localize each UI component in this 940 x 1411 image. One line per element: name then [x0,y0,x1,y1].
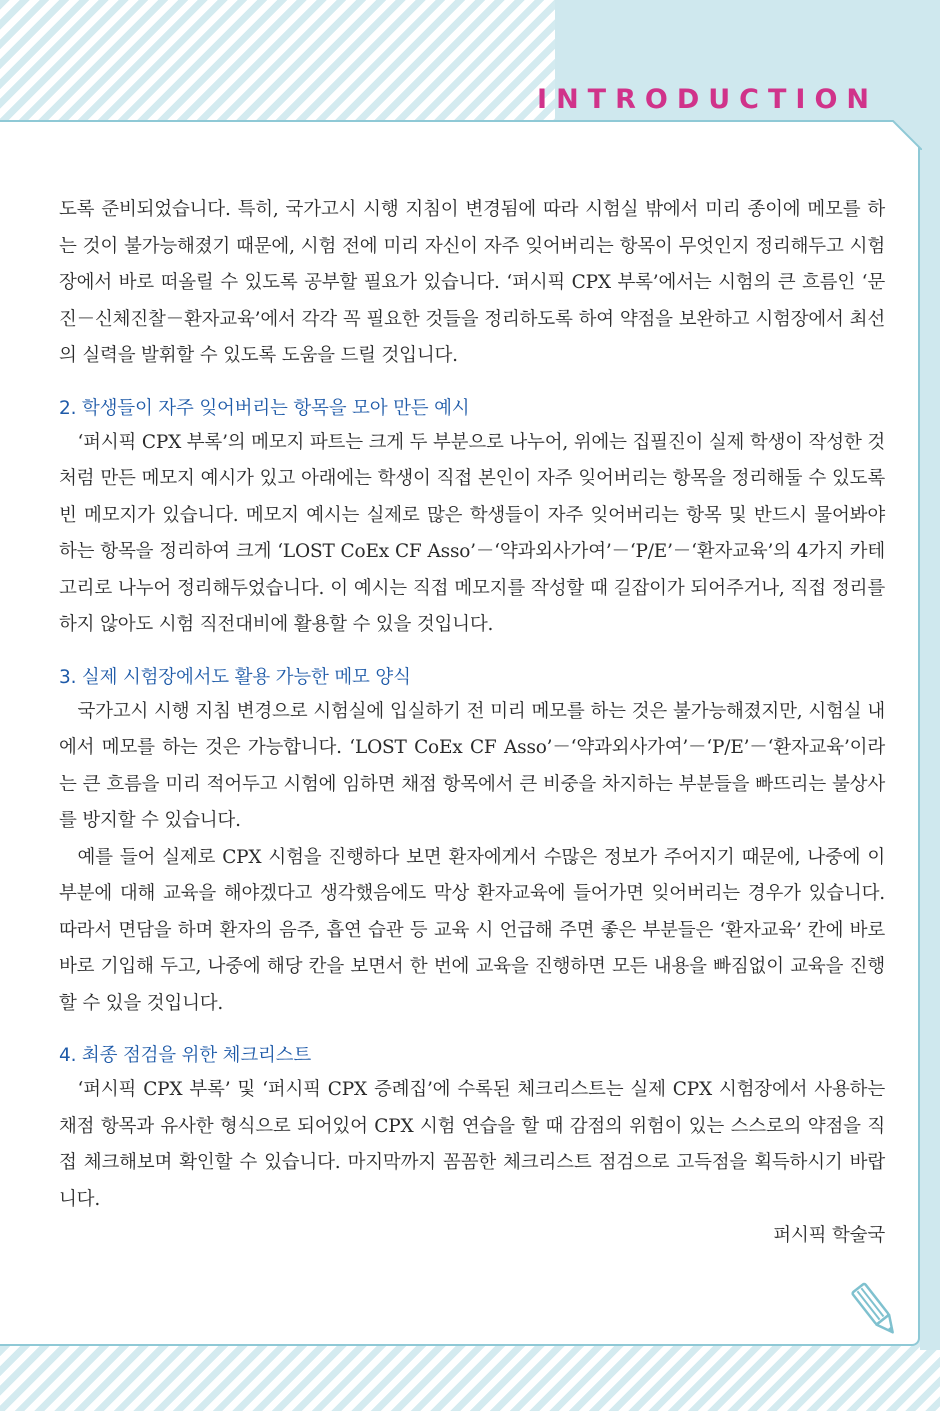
page-corner-fold-icon [892,120,922,150]
section-paragraph: 국가고시 시행 지침 변경으로 시험실에 입실하기 전 미리 메모를 하는 것은 불가능해졌지만, 시험실 내에서 메모를 하는 것은 가능합니다. ‘LOST CoEx CF Asso’－‘약과외사가여’－‘P/E’－‘환자교육’이라는 큰 흐름을 미리 적어두고 시험에 임하면 채점 항목에서 큰 비중을 차지하는 부분들을 빠뜨리는 불상사를 방지할 수 있습니다. [59,700,885,831]
section-heading: 3. 실제 시험장에서도 활용 가능한 메모 양식 [59,666,411,688]
page-title: INTRODUCTION [537,84,878,115]
intro-paragraph: 도록 준비되었습니다. 특히, 국가고시 시행 지침이 변경됨에 따라 시험실 밖에서 미리 종이에 메모를 하는 것이 불가능해졌기 때문에, 시험 전에 미리 자신이 자주 잊어버리는 항목이 무엇인지 정리해두고 시험장에서 바로 떠올릴 수 있도록 공부할 필요가 있습니다. ‘퍼시픽 CPX 부록’에서는 시험의 큰 흐름인 ‘문진－신체진찰－환자교육’에서 각각 꼭 필요한 것들을 정리하도록 하여 약점을 보완하고 시험장에서 최선의 실력을 발휘할 수 있도록 도움을 드릴 것입니다. [59,199,885,366]
section-heading: 2. 학생들이 자주 잊어버리는 항목을 모아 만든 예시 [59,397,470,419]
author-signature: 퍼시픽 학술국 [773,1225,885,1246]
section-paragraph: ‘퍼시픽 CPX 부록’ 및 ‘퍼시픽 CPX 증례집’에 수록된 체크리스트는 실제 CPX 시험장에서 사용하는 채점 항목과 유사한 형식으로 되어있어 CPX 시험 연습을 할 때 감점의 위험이 있는 스스로의 약점을 직접 체크해보며 확인할 수 있습니다. 마지막까지 꼼꼼한 체크리스트 점검으로 고득점을 획득하시기 바랍니다. [59,1079,885,1210]
section-heading: 4. 최종 점검을 위한 체크리스트 [59,1045,312,1066]
section-paragraph: 예를 들어 실제로 CPX 시험을 진행하다 보면 환자에게서 수많은 정보가 주어지기 때문에, 나중에 이 부분에 대해 교육을 해야겠다고 생각했음에도 막상 환자교육에 들어가면 잊어버리는 경우가 있습니다. 따라서 면담을 하며 환자의 음주, 흡연 습관 등 교육 시 언급해 주면 좋은 부분들은 ‘환자교육’ 칸에 바로바로 기입해 두고, 나중에 해당 칸을 보면서 한 번에 교육을 진행하면 모든 내용을 빠짐없이 교육을 진행할 수 있을 것입니다. [59,846,885,1014]
article-body [59,192,885,1255]
section-paragraph: ‘퍼시픽 CPX 부록’의 메모지 파트는 크게 두 부분으로 나누어, 위에는 집필진이 실제 학생이 작성한 것처럼 만든 메모지 예시가 있고 아래에는 학생이 직접 본인이 자주 잊어버리는 항목을 정리해둘 수 있도록 빈 메모지가 있습니다. 메모지 예시는 실제로 많은 학생들이 자주 잊어버리는 항목 및 반드시 물어봐야 하는 항목을 정리하여 크게 ‘LOST CoEx CF Asso’－‘약과외사가여’－‘P/E’－‘환자교육’의 4가지 카테고리로 나누어 정리해두었습니다. 이 예시는 직접 메모지를 작성할 때 길잡이가 되어주거나, 직접 정리를 하지 않아도 시험 직전대비에 활용할 수 있을 것입니다. [59,431,885,635]
side-band [920,120,940,1350]
pencil-icon [848,1278,904,1344]
